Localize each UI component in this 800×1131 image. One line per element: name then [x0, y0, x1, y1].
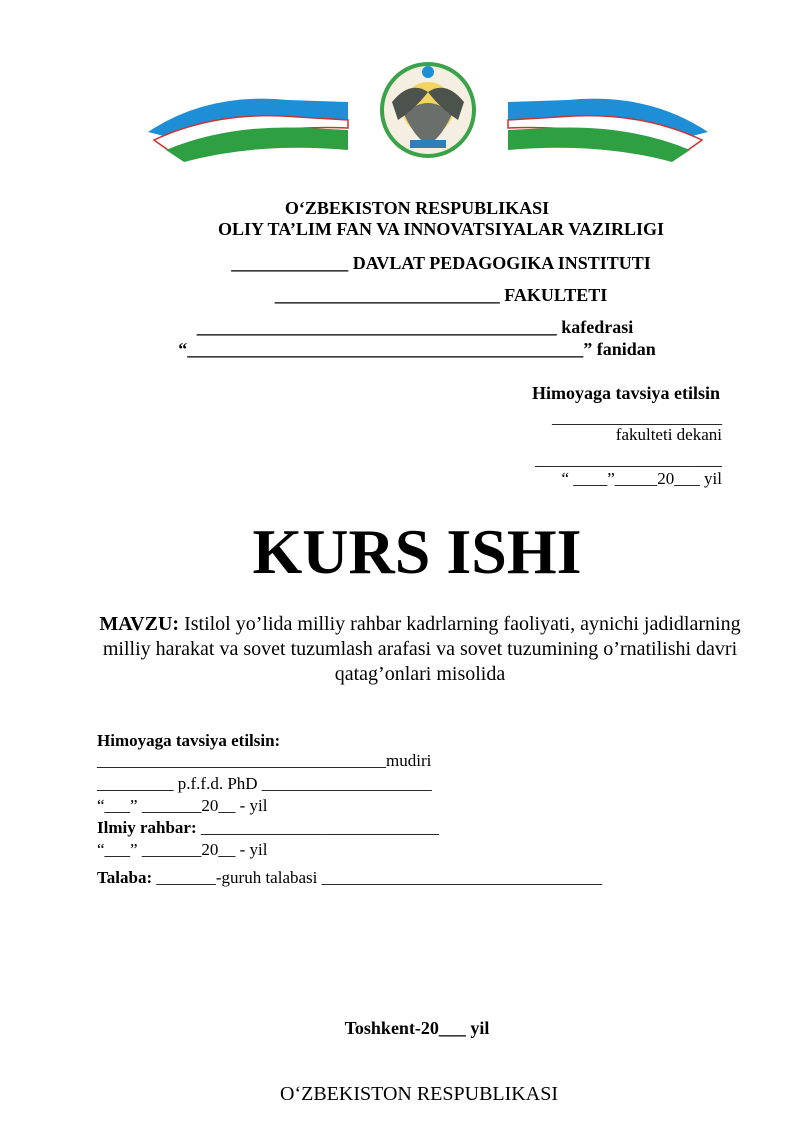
- head-label: mudiri: [386, 751, 432, 770]
- document-title: KURS ISHI: [252, 516, 582, 587]
- dean-label: fakulteti dekani: [615, 425, 722, 444]
- faculty-heading: _________________________ FAKULTETI: [274, 285, 608, 305]
- subject-heading: “____________________________________________” fanidan: [178, 339, 656, 359]
- next-page-heading: O‘ZBEKISTON RESPUBLIKASI: [280, 1083, 558, 1105]
- date-line-1: “___” _______20__ - yil: [97, 796, 268, 815]
- approval-date: “ ____”_____20___ yil: [561, 469, 722, 488]
- advisor-label: Ilmiy rahbar:: [97, 818, 197, 837]
- advisor-blank: ____________________________: [196, 818, 439, 837]
- advisor-line: [97, 818, 439, 838]
- ministry-heading: OLIY TA’LIM FAN VA INNOVATSIYALAR VAZIRLIGI: [218, 219, 664, 239]
- city-year: Toshkent-20___ yil: [344, 1018, 490, 1038]
- signatures-heading: Himoyaga tavsiya etilsin:: [97, 731, 281, 750]
- head-blank: __________________________________: [97, 751, 386, 770]
- head-of-department-line: [97, 751, 431, 771]
- dean-signature-blank: ______________________: [535, 450, 722, 469]
- student-line: [97, 868, 602, 888]
- topic-paragraph: [90, 612, 750, 687]
- department-heading: ________________________________________ kafedrasi: [196, 317, 634, 337]
- topic-label: MAVZU:: [99, 613, 180, 635]
- student-label: Talaba:: [97, 868, 153, 887]
- state-emblem-flag-image: [148, 62, 708, 162]
- approval-title: Himoyaga tavsiya etilsin: [532, 383, 720, 403]
- approval-blank: ____________________: [552, 408, 722, 427]
- topic-text: Istilol yo’lida milliy rahbar kadrlarning faoliyati, aynichi jadidlarning milliy harakat va sovet tuzumlash arafasi va sovet tuzumining o’rnatilishi davri qatag’onlari misolida: [102, 613, 741, 685]
- date-line-2: “___” _______20__ - yil: [97, 840, 268, 859]
- institute-heading: _____________ DAVLAT PEDAGOGIKA INSTITUTI: [231, 253, 651, 273]
- phd-line: _________ p.f.f.d. PhD ____________________: [97, 774, 432, 793]
- student-blank: _______-guruh talabasi _________________________________: [152, 868, 603, 887]
- republic-heading: O‘ZBEKISTON RESPUBLIKASI: [284, 198, 550, 218]
